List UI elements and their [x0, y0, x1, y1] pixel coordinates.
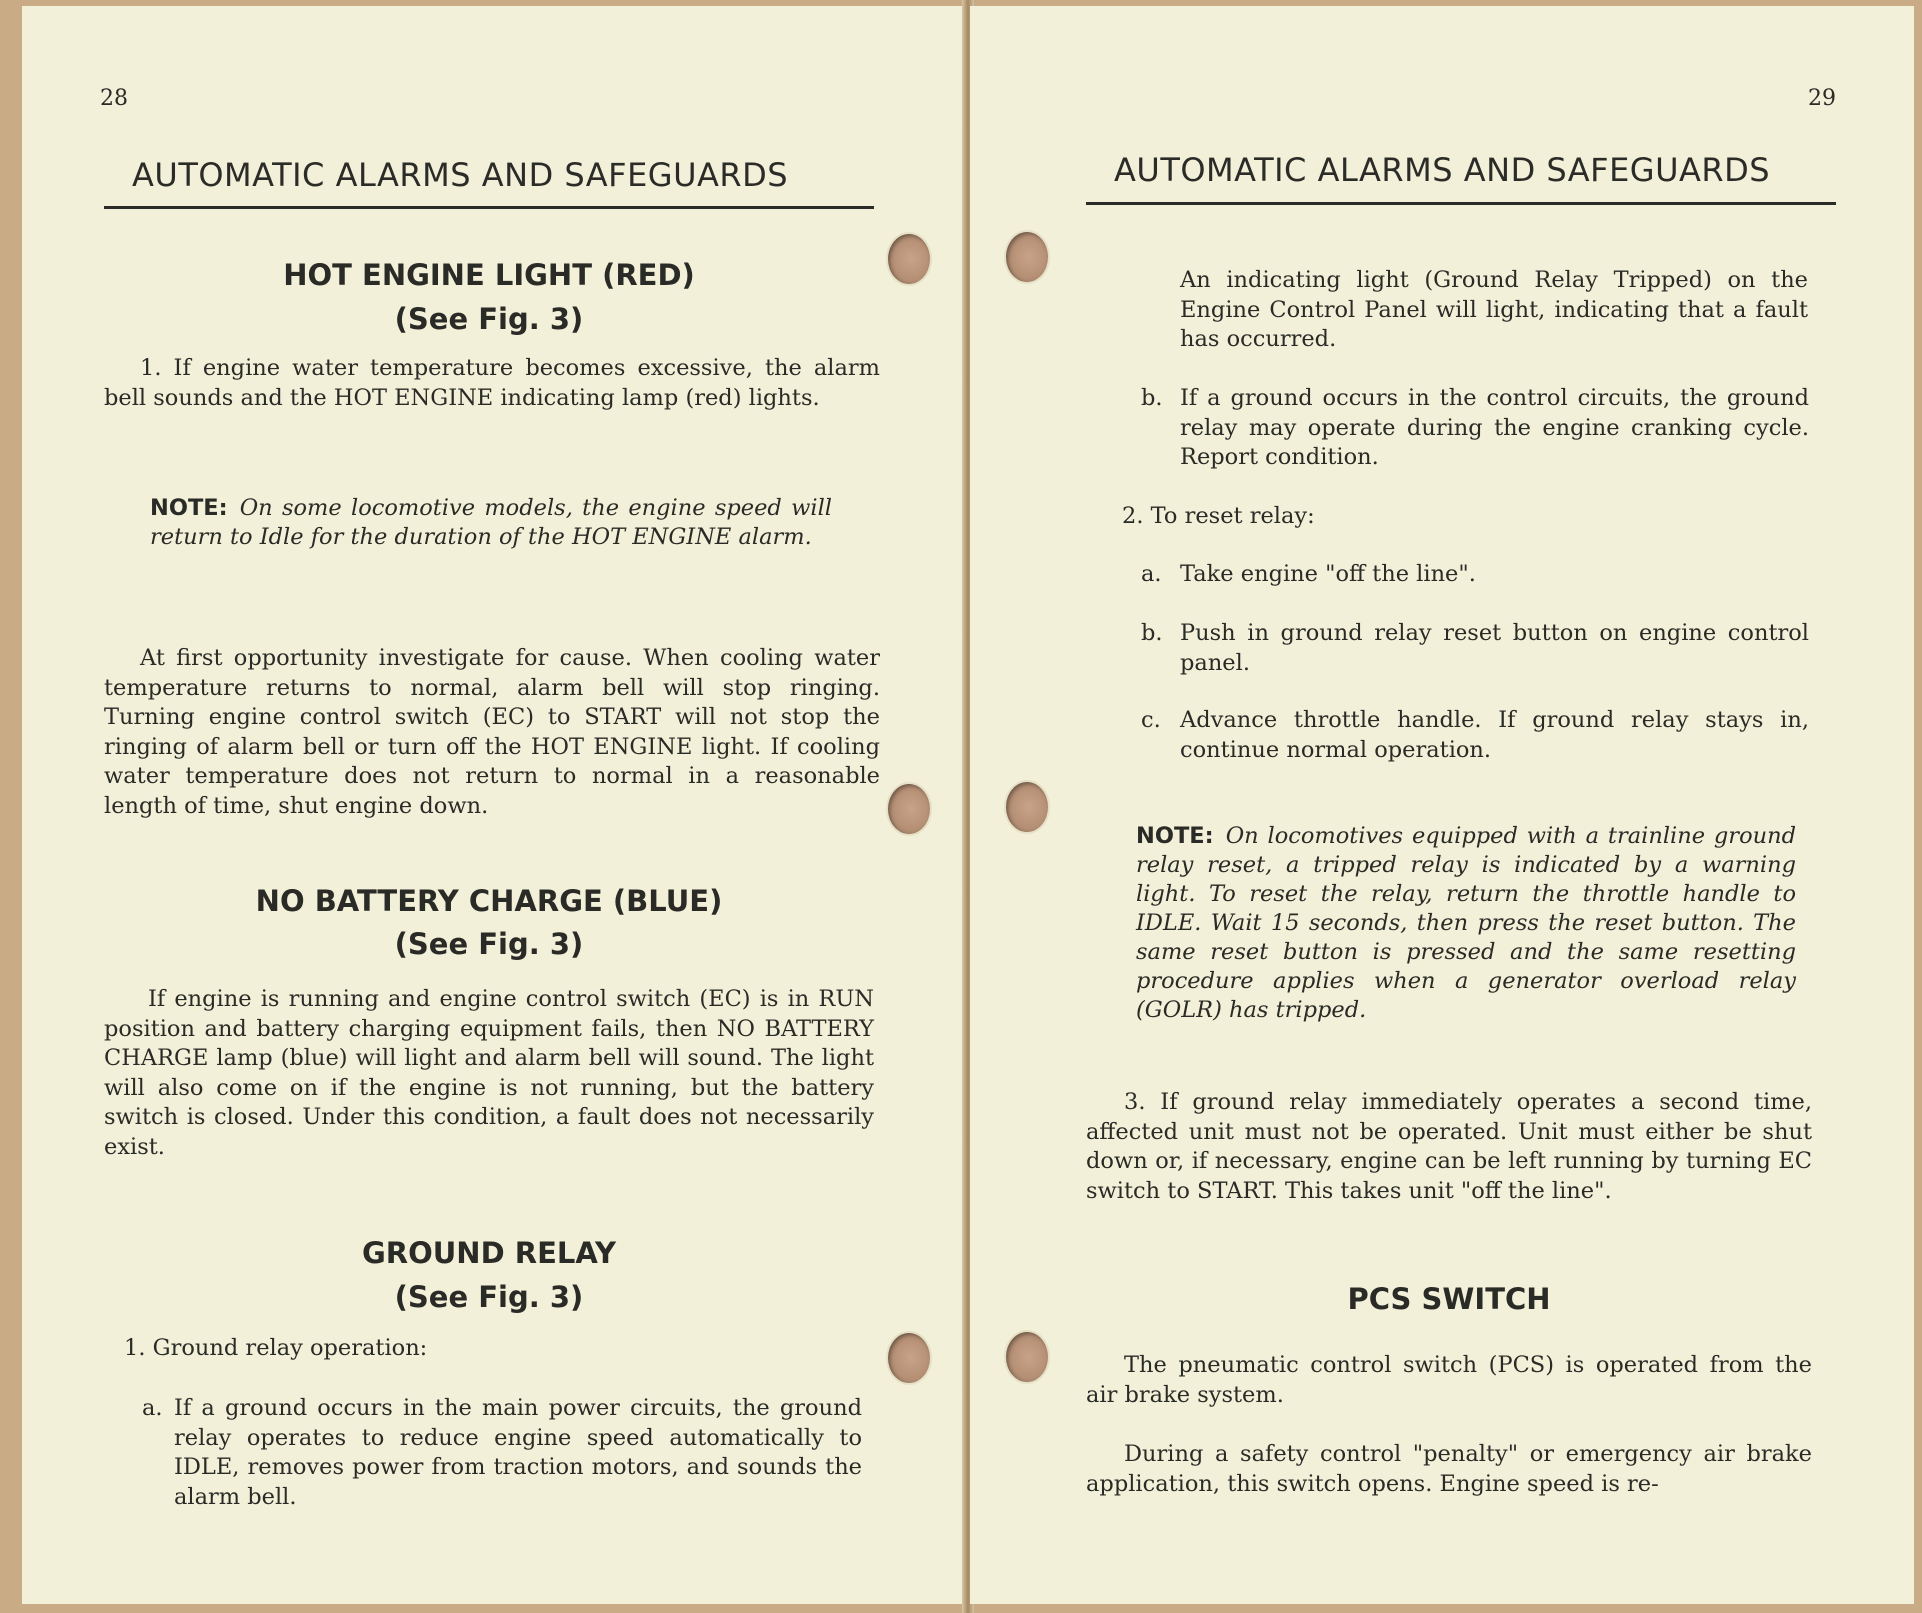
- note-label: NOTE:: [1136, 823, 1214, 849]
- running-head: AUTOMATIC ALARMS AND SAFEGUARDS: [1114, 151, 1771, 189]
- section-subheading: (See Fig. 3): [394, 302, 584, 336]
- paragraph: If engine is running and engine control switch (EC) is in RUN position and battery charging equipment fails, then NO BATTERY CHARGE lamp (blue) will light and alarm bell will sound. The light will also come on if the engine is not running, but the battery switch is closed. Under this condition, a fault does not necessarily exist.: [104, 986, 874, 1160]
- binder-hole: [1006, 232, 1048, 282]
- binder-hole: [888, 1333, 930, 1383]
- running-head: AUTOMATIC ALARMS AND SAFEGUARDS: [132, 156, 789, 194]
- note-label: NOTE:: [150, 495, 228, 521]
- list-item: [1141, 619, 1809, 678]
- list-item: [1141, 560, 1809, 590]
- paragraph: 1. If engine water temperature becomes excessive, the alarm bell sounds and the HOT ENGINE indicating lamp (red) lights.: [104, 355, 880, 411]
- list-item: 1. Ground relay operation:: [124, 1335, 428, 1361]
- list-marker: a.: [1141, 561, 1162, 587]
- list-item: [142, 1394, 862, 1512]
- list-item-text: If a ground occurs in the main power circuits, the ground relay operates to reduce engine speed automatically to IDLE, removes power from traction motors, and sounds the alarm bell.: [174, 1395, 862, 1510]
- list-item-text: Advance throttle handle. If ground relay stays in, continue normal operation.: [1180, 707, 1809, 763]
- list-marker: c.: [1141, 707, 1161, 733]
- note-block: [150, 494, 832, 552]
- right-page: [970, 6, 1914, 1604]
- list-item: 2. To reset relay:: [1122, 503, 1315, 529]
- section-heading-hot-engine: HOT ENGINE LIGHT (RED): [283, 258, 695, 292]
- paragraph: At first opportunity investigate for cause. When cooling water temperature returns to normal, alarm bell will stop ringing. Turning engine control switch (EC) to START will not stop the ringing of alarm bell or turn off the HOT ENGINE light. If cooling water temperature does not return to normal in a reasonable length of time, shut engine down.: [104, 645, 880, 819]
- page-number: 29: [1808, 86, 1836, 111]
- page-number: 28: [100, 86, 128, 111]
- section-heading-pcs-switch: PCS SWITCH: [1347, 1282, 1551, 1316]
- list-item-text: Take engine "off the line".: [1180, 561, 1476, 587]
- paragraph: During a safety control "penalty" or emergency air brake application, this switch opens. Engine speed is re-: [1086, 1441, 1812, 1497]
- section-heading-no-battery: NO BATTERY CHARGE (BLUE): [255, 884, 723, 918]
- list-marker: a.: [142, 1395, 163, 1421]
- section-heading-ground-relay: GROUND RELAY: [361, 1236, 617, 1270]
- paragraph: An indicating light (Ground Relay Tripped) on the Engine Control Panel will light, indicating that a fault has occurred.: [1180, 267, 1808, 352]
- list-item-text: Push in ground relay reset button on engine control panel.: [1180, 620, 1809, 676]
- list-marker: b.: [1141, 620, 1163, 646]
- paragraph: The pneumatic control switch (PCS) is operated from the air brake system.: [1086, 1352, 1812, 1408]
- binder-hole: [888, 784, 930, 834]
- list-marker: b.: [1141, 385, 1163, 411]
- section-subheading: (See Fig. 3): [394, 1280, 584, 1314]
- section-subheading: (See Fig. 3): [394, 927, 584, 961]
- binder-hole: [1006, 782, 1048, 832]
- list-item-text: If a ground occurs in the control circuits, the ground relay may operate during the engine cranking cycle. Report condition.: [1180, 385, 1809, 470]
- note-text: On locomotives equipped with a trainline ground relay reset, a tripped relay is indicated by a warning light. To reset the relay, return the throttle handle to IDLE. Wait 15 seconds, then press the reset button. The same reset button is pressed and the same resetting procedure applies when a generator overload relay (GOLR) has tripped.: [1136, 823, 1796, 1023]
- binder-hole: [1006, 1332, 1048, 1382]
- note-text: On some locomotive models, the engine speed will return to Idle for the duration of the HOT ENGINE alarm.: [150, 495, 832, 550]
- left-page: [22, 6, 966, 1604]
- header-rule: [104, 206, 874, 209]
- list-item: [1141, 706, 1809, 765]
- list-item: [1141, 384, 1809, 473]
- paragraph: 3. If ground relay immediately operates a second time, affected unit must not be operated. Unit must either be shut down or, if necessary, engine can be left running by turning EC switch to START. This takes unit "off the line".: [1086, 1089, 1812, 1204]
- binder-hole: [888, 234, 930, 284]
- note-block: [1136, 822, 1796, 1025]
- header-rule: [1086, 202, 1836, 205]
